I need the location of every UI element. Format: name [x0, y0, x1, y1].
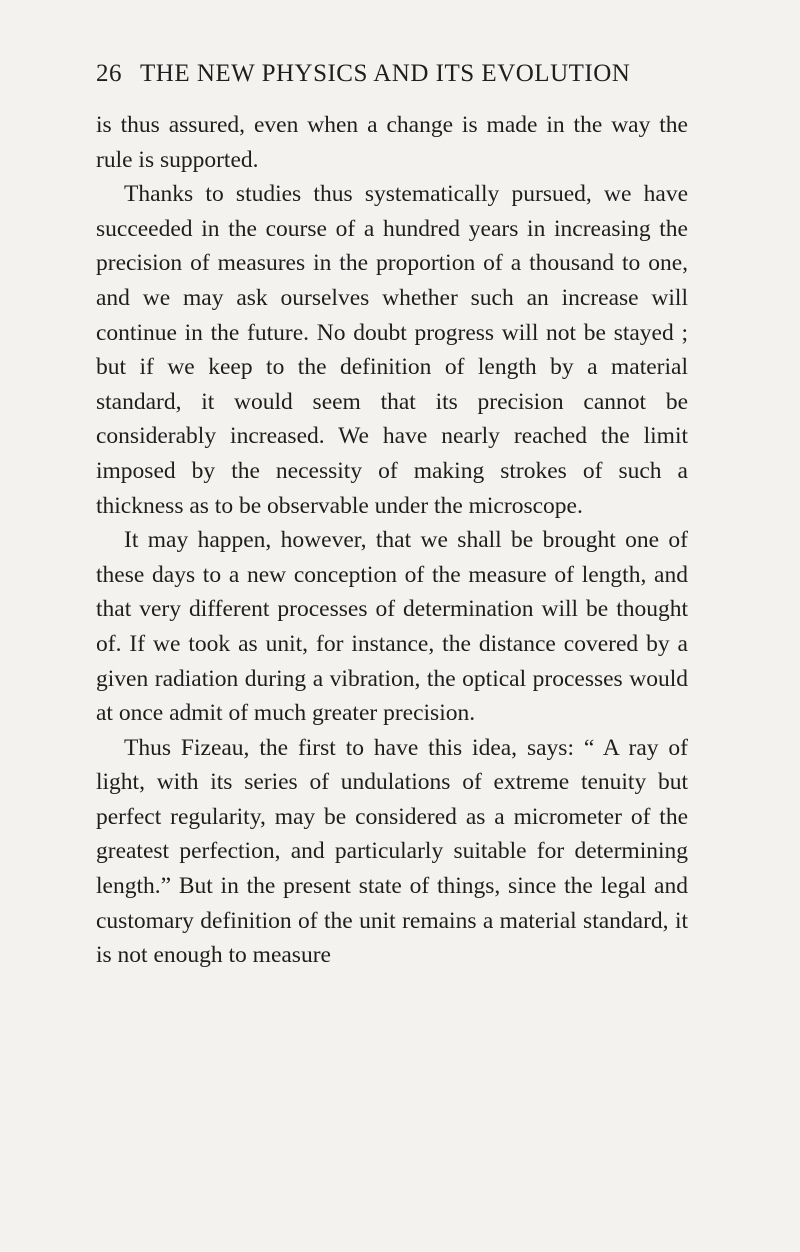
running-title: THE NEW PHYSICS AND ITS EVOLUTION: [140, 60, 631, 87]
paragraph: Thus Fizeau, the first to have this idea, says: “ A ray of light, with its series of undulations of extreme tenuity but perfect regularity, may be considered as a micrometer of the greatest perfection, and particularly suitable for determining length.” But in the present state of things, since the legal and customary definition of the unit remains a material standard, it is not enough to measure: [96, 734, 688, 969]
paragraph: It may happen, however, that we shall be brought one of these days to a new conception of the measure of length, and that very different processes of determination will be thought of. If we took as unit, for instance, the distance covered by a given radiation during a vibration, the optical processes would at once admit of much greater precision.: [96, 527, 688, 727]
page-number: 26: [96, 60, 122, 87]
running-header: [96, 60, 690, 96]
body-text: [96, 108, 688, 973]
paragraph-continued: is thus assured, even when a change is made in the way the rule is supported.: [96, 112, 688, 173]
paragraph: Thanks to studies thus systematically pursued, we have succeeded in the course of a hundred years in increasing the precision of measures in the proportion of a thousand to one, and we may ask ourselves whether such an increase will continue in the future. No doubt progress will not be stayed ; but if we keep to the definition of length by a material standard, it would seem that its precision cannot be considerably increased. We have nearly reached the limit imposed by the necessity of making strokes of such a thickness as to be observable under the microscope.: [96, 181, 688, 519]
